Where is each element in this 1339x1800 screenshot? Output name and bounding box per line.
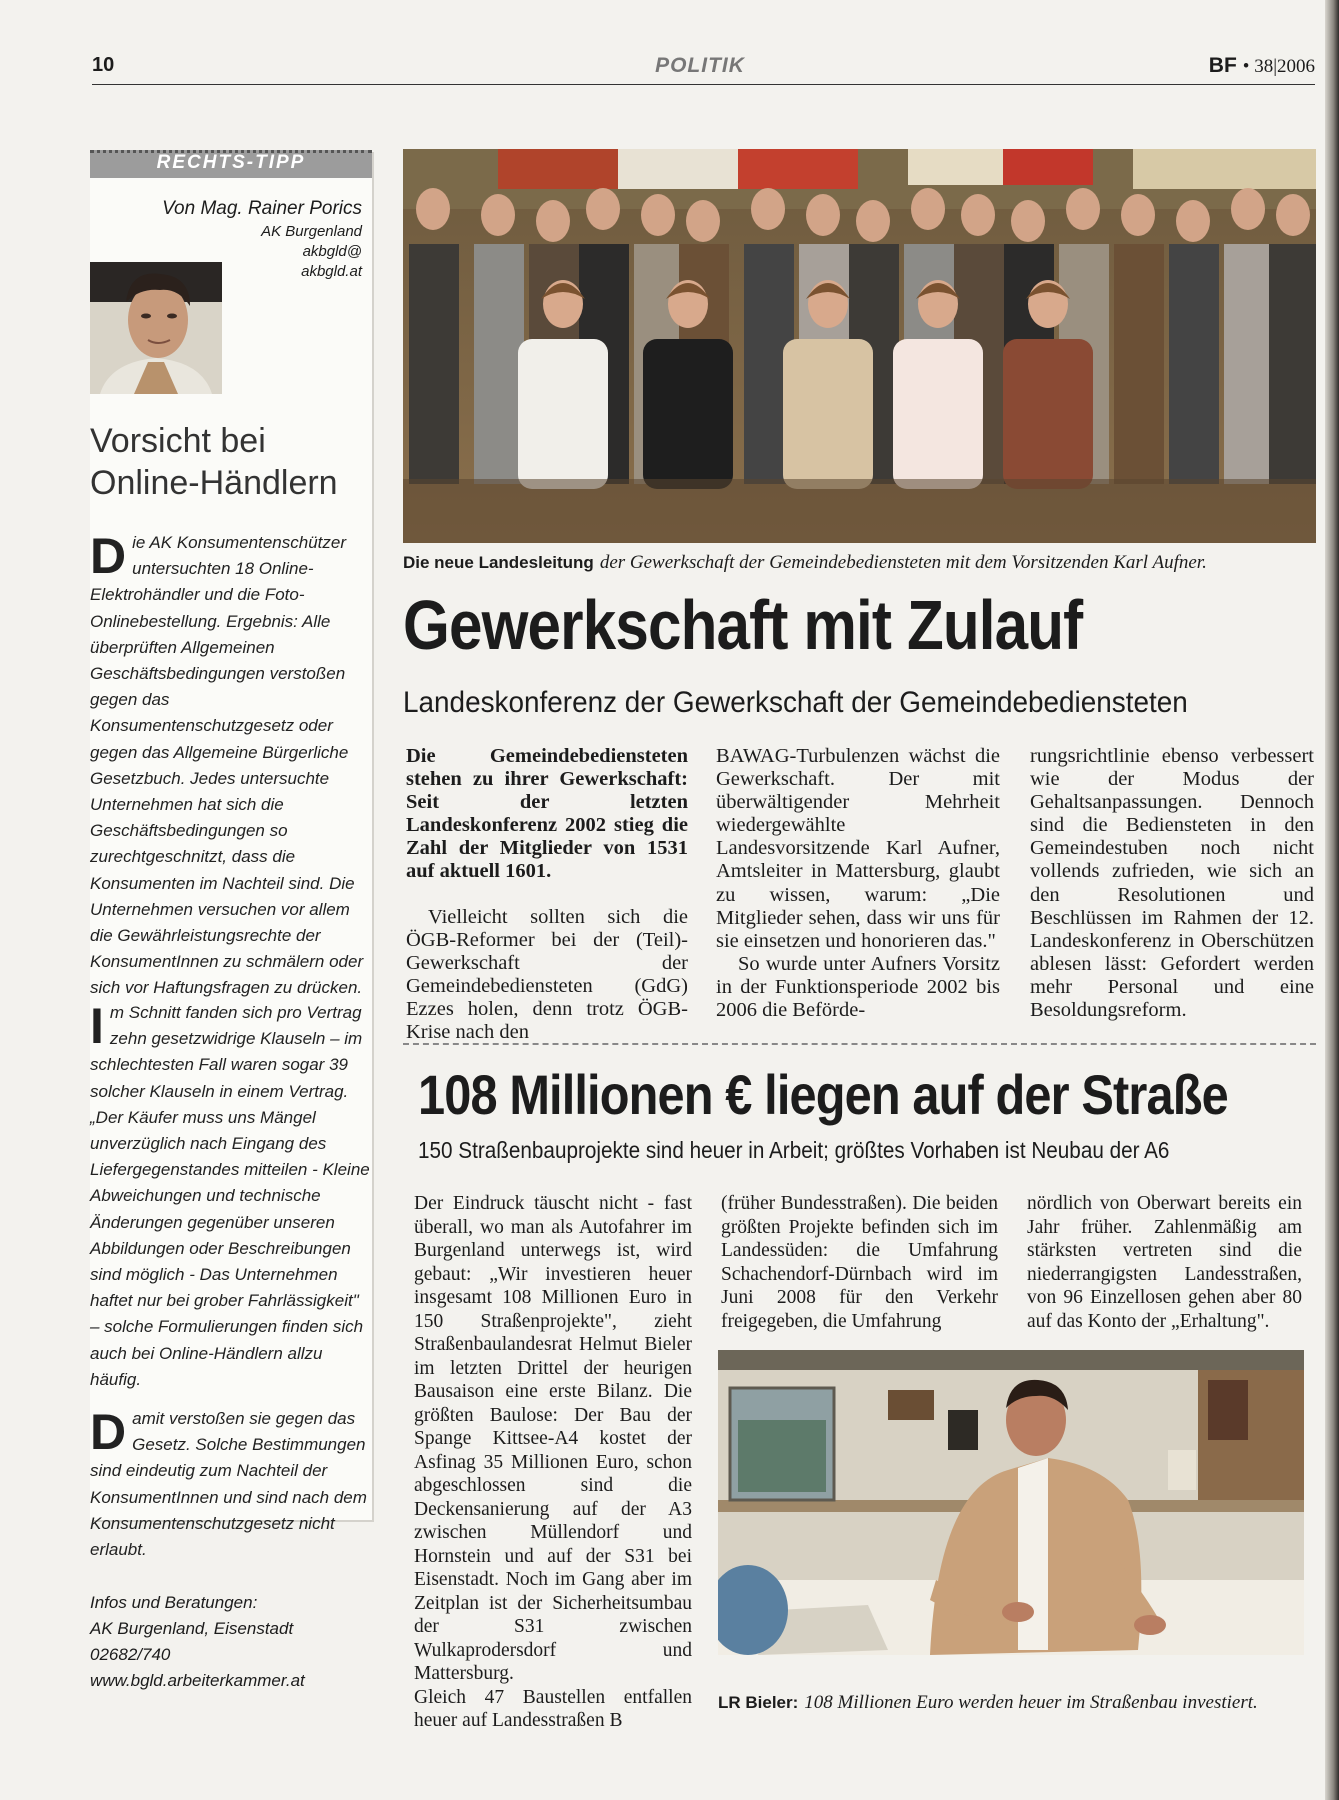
issue-number: 38|2006 [1254, 56, 1315, 77]
separator: • [1242, 56, 1250, 77]
drop-cap: D [90, 528, 127, 584]
contact-link: www.bgld.arbeiterkammer.at [90, 1671, 305, 1690]
caption-text: der Gewerkschaft der Gemeindebediensteten mit dem Vorsitzenden Karl Aufner. [599, 552, 1207, 573]
photo-caption [718, 1692, 1318, 1714]
article-column [414, 1192, 692, 1733]
paragraph-text: rungsrichtlinie ebenso verbessert wie der Modus der Gehaltsanpassungen. Dennoch sind die Bediensteten in den Gemeindestuben noch nicht vollends zufrieden, wie sich an den Resolutionen und Beschlüssen im Rahmen der 12. Landeskonferenz in Oberschützen ablesen lässt: Gefordert werden mehr Personal und eine Besoldungsreform. [1030, 745, 1314, 1022]
paragraph-text: Der Eindruck täuscht nicht - fast überall, wo man als Autofahrer im Burgenland unterwegs ist, wird gebaut: „Wir investieren heuer insgesamt 108 Millionen Euro in 150 Straßenprojekte", zieht Straßenbaulandesrat Helmut Bieler im letzten Drittel der heurigen Bausaison eine erste Bilanz. Die größten Baulose: Der Bau der Spange Kittsee-A4 kostet der Asfinag 35 Millionen Euro, schon abgeschlossen sind die Deckensanierung auf der A3 zwischen Müllendorf und Hornstein und auf der S31 bei Eisenstadt. Noch im Gang aber im Zeitplan ist der Sicherheitsumbau der S31 zwischen Wulkaprodersdorf und Mattersburg. [414, 1193, 692, 1684]
caption-bold: Die neue Landesleitung [403, 553, 594, 572]
sidebar-title-line: Online-Händlern [90, 464, 338, 502]
caption-bold: LR Bieler: [718, 1693, 799, 1712]
article-column [406, 745, 688, 1044]
author-portrait [90, 262, 222, 394]
photo-caption [403, 552, 1316, 574]
paragraph-text: m Schnitt fanden sich pro Vertrag zehn gesetzwidrige Klauseln – im schlechtesten Fall waren sogar 39 solcher Klauseln in einem Vertrag. „Der Käufer muss uns Mängel unverzüglich nach Eingang des Liefergegenstandes mitteilen - Kleine Abweichungen und technische Änderungen gegenüber unseren Abbildungen oder Beschreibungen sind möglich - Das Unternehmen haftet nur bei grober Fahrlässigkeit" – solche Formulierungen finden sich auch bei Online-Händlern allzu häufig. [90, 1003, 370, 1389]
paragraph-text: ie AK Konsumentenschützer untersuchten 18 Online-Elektrohändler und die Foto-Onlinebestellung. Ergebnis: Alle überprüften Allgemeinen Geschäftsbedingungen verstoßen gegen das Konsumentenschutzgesetz oder gegen das Allgemeine Bürgerliche Gesetzbuch. Jedes untersuchte Unternehmen hat sich die Geschäftsbedingungen so zurechtgeschnitzt, dass die Konsumenten im Nachteil sind. Die Unternehmen versuchen vor allem die Gewährleistungsrechte der KonsumentInnen zu schmälern oder sich vor Haftungsfragen zu drücken. [90, 533, 364, 998]
paragraph-text: BAWAG-Turbulenzen wächst die Gewerkschaft. Der mit überwältigender Mehrheit wiedergewählte Landesvorsitzende Karl Aufner, Amtsleiter in Mattersburg, glaubt zu wissen, warum: „Die Mitglieder sehen, dass wir uns für sie einsetzen und honorieren das." [716, 745, 1000, 952]
publication-name: BF [1208, 54, 1237, 77]
article-column [721, 1192, 998, 1333]
politician-photo [718, 1350, 1304, 1655]
article-subheadline: 150 Straßenbauprojekte sind heuer in Arbeit; größtes Vorhaben ist Neubau der A6 [418, 1137, 1170, 1163]
page-number: 10 [92, 54, 115, 76]
contact-line: AK Burgenland, Eisenstadt [90, 1619, 294, 1638]
sidebar-paragraph [90, 1000, 372, 1393]
article-column [716, 745, 1000, 1022]
paragraph-text: nördlich von Oberwart bereits ein Jahr früher. Zahlenmäßig am stärksten vertreten sind die niederrangigsten Landesstraßen, von 96 Einzellosen gehen aber 80 auf das Konto der „Erhaltung". [1027, 1193, 1302, 1332]
drop-cap: D [90, 1404, 127, 1460]
article-column [1030, 745, 1314, 1022]
page-edge [1325, 0, 1339, 1800]
article-column [1027, 1192, 1302, 1333]
article-headline: Gewerkschaft mit Zulauf [403, 586, 1083, 664]
contact-line: Infos und Beratungen: [90, 1593, 258, 1612]
paragraph-text: Vielleicht sollten sich die ÖGB-Reformer bei der (Teil)-Gewerkschaft der Gemeindebediensteten (GdG) Ezzes holen, denn trotz ÖGB-Krise nach den [406, 905, 688, 1044]
paragraph-text: amit verstoßen sie gegen das Gesetz. Solche Bestimmungen sind eindeutig zum Nachteil der KonsumentInnen und sind nach dem Konsumentenschutzgesetz nicht erlaubt. [90, 1409, 367, 1560]
author-org-line: akbgld@ [302, 243, 362, 260]
author-org-line: AK Burgenland [261, 223, 362, 240]
paragraph-text: (früher Bundesstraßen). Die beiden größten Projekte befinden sich im Landessüden: die Umfahrung Schachendorf-Dürnbach wird im Juni 2008 für den Verkehr freigegeben, die Umfahrung [721, 1193, 998, 1332]
sidebar-paragraph [90, 530, 372, 1002]
contact-line: 02682/740 [90, 1645, 171, 1664]
sidebar-label: RECHTS-TIPP [156, 152, 306, 173]
caption-text: 108 Millionen Euro werden heuer im Straßenbau investiert. [804, 1692, 1258, 1713]
article-divider [403, 1043, 1316, 1045]
legal-tip-sidebar [90, 150, 372, 1690]
drop-cap: I [90, 998, 104, 1054]
paragraph-text: So wurde unter Aufners Vorsitz in der Funktionsperiode 2002 bis 2006 die Beförde- [716, 952, 1000, 1022]
sidebar-title [90, 420, 372, 504]
article-lead: Die Gemeindebediensteten stehen zu ihrer Gewerkschaft: Seit der letzten Landeskonferenz 2002 stieg die Zahl der Mitglieder von 1531 auf aktuell 1601. [406, 745, 688, 883]
paragraph-text: Gleich 47 Baustellen entfallen heuer auf Landesstraßen B [414, 1686, 692, 1731]
contact-info [90, 1590, 372, 1694]
group-photo [403, 149, 1316, 543]
section-title: POLITIK [655, 54, 745, 77]
sidebar-paragraph [90, 1406, 372, 1563]
author-name: Von Mag. Rainer Porics [162, 198, 362, 219]
issue-info [1209, 54, 1315, 78]
header-rule [92, 84, 1315, 85]
sidebar-title-line: Vorsicht bei [90, 422, 266, 460]
article-headline: 108 Millionen € liegen auf der Straße [418, 1063, 1228, 1126]
article-subheadline: Landeskonferenz der Gewerkschaft der Gemeindebediensteten [403, 686, 1188, 719]
author-org-line: akbgld.at [301, 263, 362, 280]
